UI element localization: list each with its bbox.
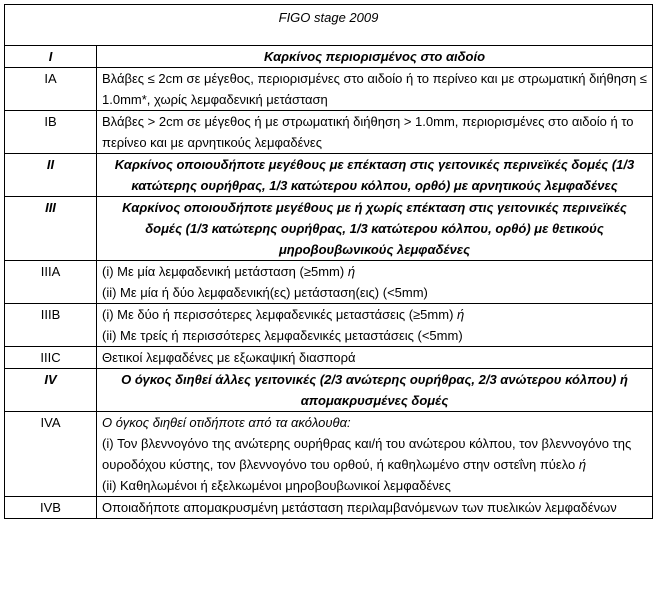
stage-cell: I — [5, 46, 97, 68]
stage-cell: IIIC — [5, 347, 97, 369]
description-line: (ii) Με μία ή δύο λεμφαδενική(ες) μετάσταση(εις) (<5mm) — [102, 285, 428, 300]
table-title-row — [5, 5, 653, 46]
table-row — [5, 369, 653, 412]
stage-cell: IIIB — [5, 304, 97, 347]
description-cell — [97, 412, 653, 497]
figo-staging-table — [4, 4, 653, 519]
description-cell: Οποιαδήποτε απομακρυσμένη μετάσταση περιλαμβανόμενων των πυελικών λεμφαδένων — [97, 497, 653, 519]
table-row — [5, 154, 653, 197]
stage-cell: IV — [5, 369, 97, 412]
description-cell: Καρκίνος οποιουδήποτε μεγέθους με ή χωρίς επέκταση στις γειτονικές περινεϊκές δομές (1/3 κατώτερης ουρήθρας, 1/3 κατώτερου κόλπου, ορθό) με θετικούς μηροβουβωνικούς λεμφαδένες — [97, 197, 653, 261]
description-cell: Βλάβες > 2cm σε μέγεθος ή με στρωματική διήθηση > 1.0mm, περιορισμένες στο αιδοίο ή το περίνεο και με αρνητικούς λεμφαδένες — [97, 111, 653, 154]
table-row — [5, 111, 653, 154]
description-line: (i) Με δύο ή περισσότερες λεμφαδενικές μεταστάσεις (≥5mm) ή — [102, 307, 465, 322]
stage-cell: III — [5, 197, 97, 261]
table-row — [5, 68, 653, 111]
stage-cell: II — [5, 154, 97, 197]
table-row — [5, 261, 653, 304]
stage-cell: IA — [5, 68, 97, 111]
description-line: (i) Με μία λεμφαδενική μετάσταση (≥5mm) ή — [102, 264, 356, 279]
stage-cell: IIIA — [5, 261, 97, 304]
table-row — [5, 347, 653, 369]
description-line: (ii) Καθηλωμένοι ή εξελκωμένοι μηροβουβωνικοί λεμφαδένες — [102, 478, 451, 493]
table-title: FIGO stage 2009 — [5, 5, 653, 46]
description-line: (i) Τον βλεννογόνο της ανώτερης ουρήθρας και/ή του ανώτερου κόλπου, τον βλεννογόνο της ουροδόχου κύστης, τον βλεννογόνο του ορθού, ή καθηλωμένο στην οστεΐνη πύελο ή — [102, 436, 632, 472]
table-row — [5, 304, 653, 347]
table-row — [5, 497, 653, 519]
description-cell — [97, 304, 653, 347]
description-cell: Καρκίνος οποιουδήποτε μεγέθους με επέκταση στις γειτονικές περινεϊκές δομές (1/3 κατώτερης ουρήθρας, 1/3 κατώτερου κόλπου, ορθό) με αρνητικούς λεμφαδένες — [97, 154, 653, 197]
description-cell: Θετικοί λεμφαδένες με εξωκαψική διασπορά — [97, 347, 653, 369]
description-line: (ii) Με τρείς ή περισσότερες λεμφαδενικές μεταστάσεις (<5mm) — [102, 328, 463, 343]
description-cell: Καρκίνος περιορισμένος στο αιδοίο — [97, 46, 653, 68]
description-intro: Ο όγκος διηθεί οτιδήποτε από τα ακόλουθα: — [102, 415, 351, 430]
table-row — [5, 412, 653, 497]
stage-cell: IB — [5, 111, 97, 154]
description-cell: Βλάβες ≤ 2cm σε μέγεθος, περιορισμένες στο αιδοίο ή το περίνεο και με στρωματική διήθηση ≤ 1.0mm*, χωρίς λεμφαδενική μετάσταση — [97, 68, 653, 111]
stage-cell: IVB — [5, 497, 97, 519]
description-cell: Ο όγκος διηθεί άλλες γειτονικές (2/3 ανώτερης ουρήθρας, 2/3 ανώτερου κόλπου) ή απομακρυσμένες δομές — [97, 369, 653, 412]
table-row — [5, 197, 653, 261]
stage-cell: IVA — [5, 412, 97, 497]
description-cell — [97, 261, 653, 304]
table-row — [5, 46, 653, 68]
